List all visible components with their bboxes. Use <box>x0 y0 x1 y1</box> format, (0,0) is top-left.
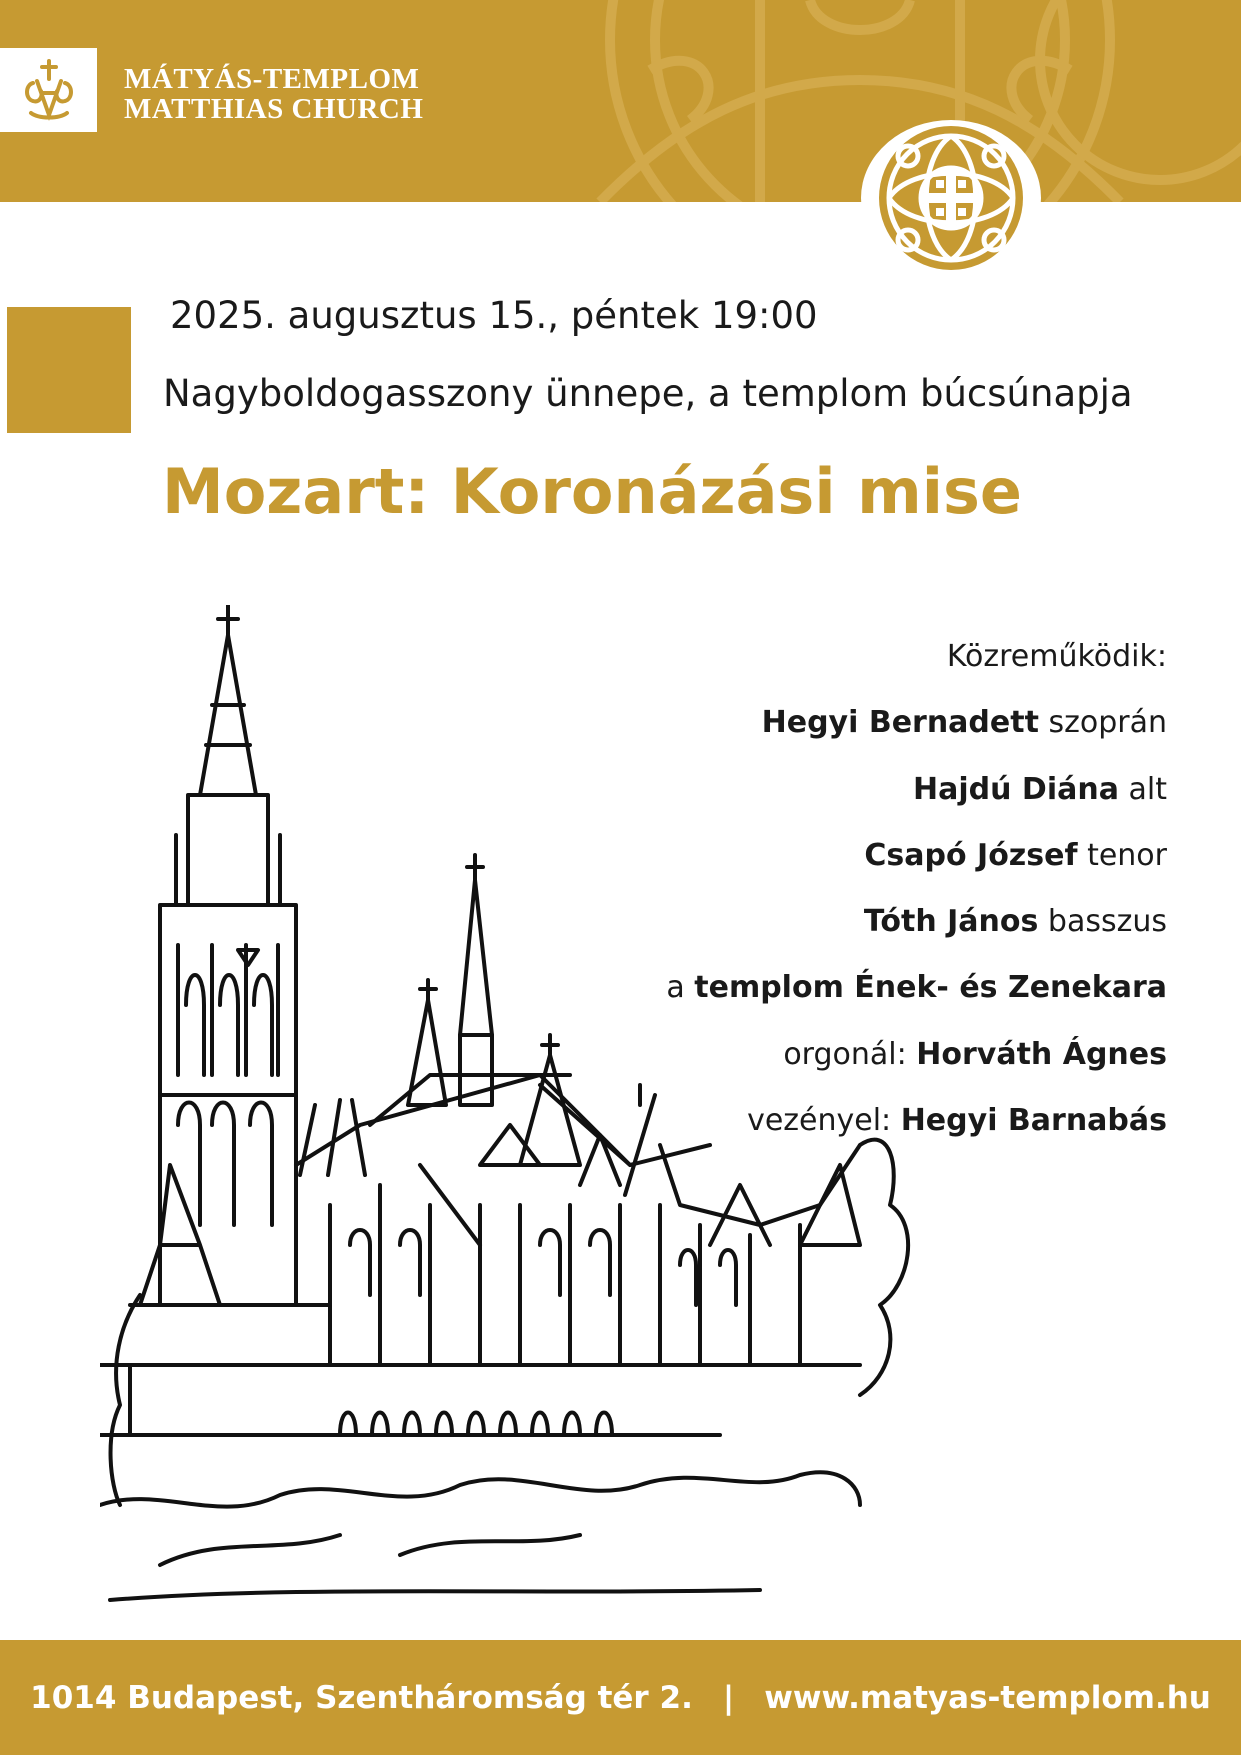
footer-separator: | <box>722 1679 735 1716</box>
performer-bass <box>666 889 1167 955</box>
footer-website-link[interactable]: www.matyas-templom.hu <box>764 1679 1211 1716</box>
soprano-role: szoprán <box>1048 705 1167 741</box>
performer-alto <box>666 757 1167 823</box>
soprano-name: Hegyi Bernadett <box>761 705 1039 741</box>
accent-square <box>7 307 131 433</box>
footer-band <box>0 1640 1241 1755</box>
church-monogram-icon <box>21 57 77 123</box>
rose-window-cross-icon <box>858 118 1044 278</box>
brand-name-en: MATTHIAS CHURCH <box>124 93 424 125</box>
tenor-name: Csapó József <box>864 837 1078 873</box>
tenor-role: tenor <box>1087 837 1167 873</box>
organ-name: Horváth Ágnes <box>916 1036 1167 1072</box>
choir-name: templom Ének- és Zenekara <box>694 970 1167 1006</box>
bass-role: basszus <box>1047 904 1167 940</box>
brand-name <box>124 64 423 124</box>
performers-heading: Közreműködik: <box>946 639 1167 674</box>
event-date: 2025. augusztus 15., péntek 19:00 <box>170 294 818 337</box>
church-logo[interactable] <box>0 48 97 132</box>
organ-label: orgonál: <box>783 1036 907 1072</box>
footer-address: 1014 Budapest, Szentháromság tér 2. <box>30 1679 693 1716</box>
alto-name: Hajdú Diána <box>913 771 1119 807</box>
performer-soprano <box>666 690 1167 756</box>
alto-role: alt <box>1128 771 1167 807</box>
choir-prefix: a <box>666 970 685 1006</box>
performer-organ <box>666 1022 1167 1088</box>
event-feast: Nagyboldogasszony ünnepe, a templom búcsúnapja <box>163 372 1133 415</box>
performer-conductor <box>666 1088 1167 1154</box>
performers-list <box>666 624 1167 1154</box>
brand-name-hu: MÁTYÁS-TEMPLOM <box>124 63 420 95</box>
header-band <box>0 0 1241 202</box>
conductor-name: Hegyi Barnabás <box>900 1103 1167 1139</box>
performer-tenor <box>666 823 1167 889</box>
conductor-label: vezényel: <box>747 1103 892 1139</box>
bass-name: Tóth János <box>863 904 1039 940</box>
performer-choir <box>666 955 1167 1021</box>
event-title: Mozart: Koronázási mise <box>162 455 1022 528</box>
